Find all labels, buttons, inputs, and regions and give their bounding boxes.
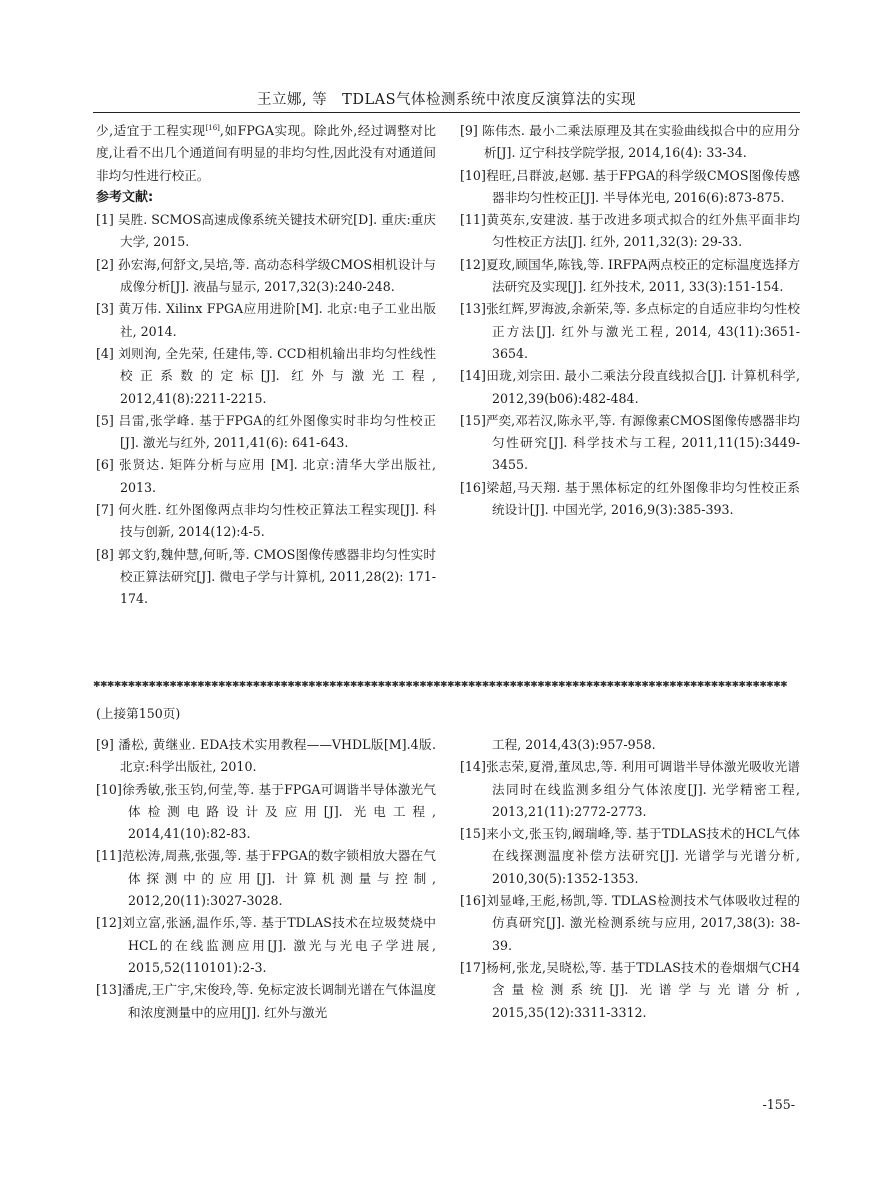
reference-item: [11]黄英东,安建波. 基于改进多项式拟合的红外焦平面非均匀性校正方法[J]. 红外, 2011,32(3): 29-33. bbox=[460, 212, 800, 250]
references-heading: 参考文献: bbox=[96, 189, 154, 205]
reference-item: [5] 吕雷,张学峰. 基于FPGA的红外图像实时非均匀性校正[J]. 激光与红外, 2011,41(6): 641-643. bbox=[96, 412, 436, 451]
reference-item: [1] 吴胜. SCMOS高速成像系统关键技术研究[D]. 重庆:重庆大学, 2015. bbox=[96, 212, 436, 250]
running-header: 王立娜, 等 TDLAS气体检测系统中浓度反演算法的实现 bbox=[256, 92, 637, 108]
reference-item: [6] 张贤达. 矩阵分析与应用 [M]. 北京:清华大学出版社, 2013. bbox=[96, 457, 436, 495]
reference-continuation: 工程, 2014,43(3):957-958. bbox=[492, 737, 656, 752]
reference-item: [14]张志荣,夏滑,董凤忠,等. 利用可调谐半导体激光吸收光谱法同时在线监测多组分气体浓度[J]. 光学精密工程, 2013,21(11):2772-2773. bbox=[460, 759, 800, 819]
upper-left-column bbox=[96, 120, 436, 611]
upper-right-column bbox=[460, 120, 800, 521]
continued-note: (上接第150页) bbox=[96, 706, 181, 721]
page-number: -155- bbox=[762, 1097, 795, 1112]
section-divider: ✱✱✱✱✱✱✱✱✱✱✱✱✱✱✱✱✱✱✱✱✱✱✱✱✱✱✱✱✱✱✱✱✱✱✱✱✱✱✱✱✱✱✱✱✱✱✱✱✱✱✱✱✱✱✱✱✱✱✱✱✱✱✱✱✱✱✱✱✱✱✱✱✱✱✱✱✱✱✱✱✱✱✱✱✱✱✱✱✱✱✱✱✱✱✱✱✱✱✱✱ bbox=[93, 681, 788, 689]
body-paragraph bbox=[96, 120, 436, 187]
reference-item: [12]刘立富,张涵,温作乐,等. 基于TDLAS技术在垃圾焚烧中HCL的在线监测应用[J]. 激光与光电子学进展, 2015,52(110101):2-3. bbox=[96, 915, 436, 975]
reference-item: [15]来小文,张玉钧,阚瑞峰,等. 基于TDLAS技术的HCL气体在线探测温度补偿方法研究[J]. 光谱学与光谱分析, 2010,30(5):1352-1353. bbox=[460, 826, 800, 886]
reference-item: [9] 潘松, 黄继业. EDA技术实用教程——VHDL版[M].4版. 北京:科学出版社, 2010. bbox=[96, 737, 436, 775]
reference-item: [10]程旺,吕群波,赵娜. 基于FPGA的科学级CMOS图像传感器非均匀性校正[J]. 半导体光电, 2016(6):873-875. bbox=[460, 167, 800, 205]
header-rule bbox=[93, 112, 800, 113]
citation-16: [16] bbox=[205, 124, 220, 132]
reference-item: [11]范松涛,周燕,张强,等. 基于FPGA的数字锁相放大器在气体探测中的应用[J]. 计算机测量与控制, 2012,20(11):3027-3028. bbox=[96, 848, 436, 909]
reference-item: [9] 陈伟杰. 最小二乘法原理及其在实验曲线拟合中的应用分析[J]. 辽宁科技学院学报, 2014,16(4): 33-34. bbox=[460, 123, 800, 161]
reference-item: [10]徐秀敏,张玉钧,何莹,等. 基于FPGA可调谐半导体激光气体检测电路设计及应用[J]. 光电工程, 2014,41(10):82-83. bbox=[96, 781, 436, 842]
reference-item: [17]杨柯,张龙,吴晓松,等. 基于TDLAS技术的卷烟烟气CH4含量检测系统[J]. 光谱学与光谱分析, 2015,35(12):3311-3312. bbox=[460, 959, 800, 1020]
reference-item: [7] 何火胜. 红外图像两点非均匀性校正算法工程实现[J]. 科技与创新, 2014(12):4-5. bbox=[96, 502, 436, 540]
body-text-part: ,如FPGA实现。除此外,经过调整对比度,让看不出几个通道间有明显的非均匀性,因此没有对通道间非均匀性进行校正。 bbox=[96, 123, 436, 183]
reference-item: [8] 郭文豹,魏仲慧,何昕,等. CMOS图像传感器非均匀性实时校正算法研究[J]. 微电子学与计算机, 2011,28(2): 171-174. bbox=[96, 546, 436, 607]
reference-item: [13]张红辉,罗海波,余新荣,等. 多点标定的自适应非均匀性校正方法[J]. 红外与激光工程, 2014, 43(11):3651-3654. bbox=[460, 301, 800, 361]
lower-right-column bbox=[460, 734, 800, 1024]
reference-item: [14]田珑,刘宗田. 最小二乘法分段直线拟合[J]. 计算机科学, 2012,39(b06):482-484. bbox=[460, 368, 800, 406]
reference-item: [12]夏玫,顾国华,陈钱,等. IRFPA两点校正的定标温度选择方法研究及实现[J]. 红外技术, 2011, 33(3):151-154. bbox=[460, 256, 800, 295]
body-text-part: 少,适宜于工程实现 bbox=[96, 123, 206, 138]
reference-item: [16]梁超,马天翔. 基于黑体标定的红外图像非均匀性校正系统设计[J]. 中国光学, 2016,9(3):385-393. bbox=[460, 479, 800, 518]
lower-left-column bbox=[96, 734, 436, 1024]
reference-item: [15]严奕,邓若汉,陈永平,等. 有源像素CMOS图像传感器非均匀性研究[J]. 科学技术与工程, 2011,11(15):3449-3455. bbox=[460, 412, 800, 473]
reference-item: [4] 刘则洵, 全先荣, 任建伟,等. CCD相机输出非均匀性线性校正系数的定标[J]. 红外与激光工程, 2012,41(8):2211-2215. bbox=[96, 345, 436, 406]
reference-item: [13]潘虎,王广宇,宋俊玲,等. 免标定波长调制光谱在气体温度和浓度测量中的应用[J]. 红外与激光 bbox=[96, 982, 436, 1020]
reference-item: [2] 孙宏海,何舒文,吴培,等. 高动态科学级CMOS相机设计与成像分析[J]. 液晶与显示, 2017,32(3):240-248. bbox=[96, 256, 436, 295]
reference-item: [3] 黄万伟. Xilinx FPGA应用进阶[M]. 北京:电子工业出版社, 2014. bbox=[96, 301, 436, 339]
reference-item: [16]刘显峰,王彪,杨凯,等. TDLAS检测技术气体吸收过程的仿真研究[J]. 激光检测系统与应用, 2017,38(3): 38-39. bbox=[460, 893, 800, 953]
